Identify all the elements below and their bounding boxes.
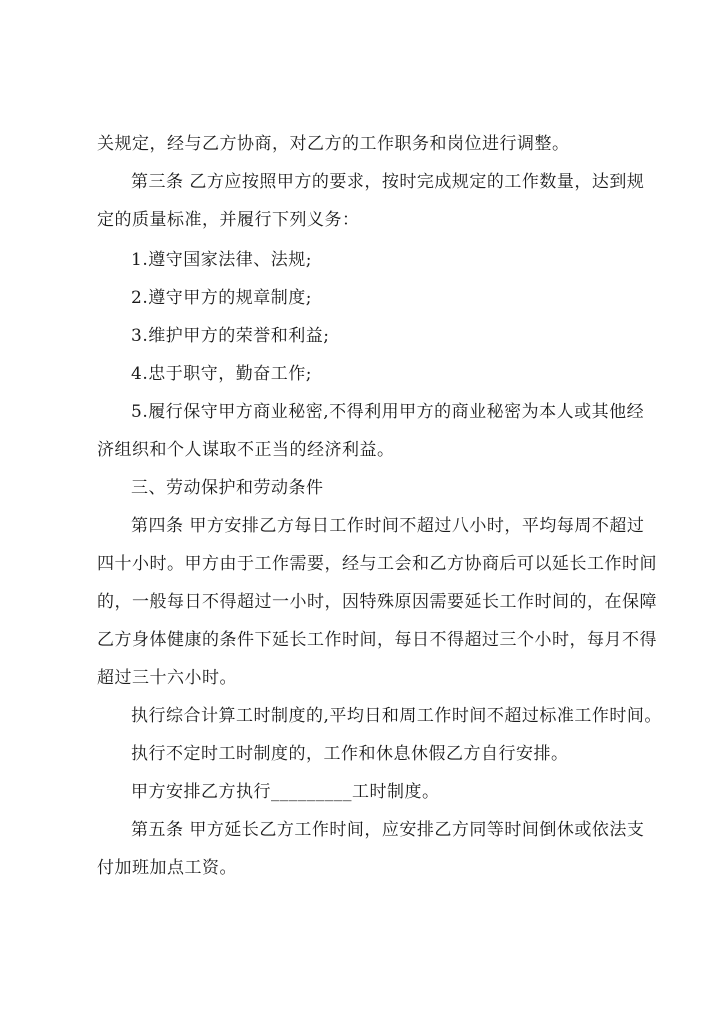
paragraph-line: 乙方身体健康的条件下延长工作时间，每日不得超过三个小时，每月不得 (97, 630, 657, 650)
paragraph-line: 定的质量标准，并履行下列义务： (97, 210, 360, 230)
list-item: 4.忠于职守，勤奋工作; (131, 364, 312, 384)
article-four-heading-line: 第四条 甲方安排乙方每日工作时间不超过八小时，平均每周不超过 (131, 516, 645, 536)
article-five-heading-line: 第五条 甲方延长乙方工作时间，应安排乙方同等时间倒休或依法支 (131, 820, 645, 840)
fill-in-line: 甲方安排乙方执行_________工时制度。 (131, 782, 440, 802)
paragraph-line: 超过三十六小时。 (97, 668, 237, 688)
list-item: 1.遵守国家法律、法规; (131, 250, 312, 270)
paragraph-line: 执行综合计算工时制度的,平均日和周工作时间不超过标准工作时间。 (131, 706, 662, 726)
section-heading: 三、劳动保护和劳动条件 (131, 478, 324, 498)
list-item: 5.履行保守甲方商业秘密,不得利用甲方的商业秘密为本人或其他经 (131, 402, 645, 422)
paragraph-line: 四十小时。甲方由于工作需要，经与工会和乙方协商后可以延长工作时间 (97, 554, 657, 574)
paragraph-line: 关规定，经与乙方协商，对乙方的工作职务和岗位进行调整。 (97, 134, 570, 154)
paragraph-line: 济组织和个人谋取不正当的经济利益。 (97, 440, 395, 460)
article-three-heading-line: 第三条 乙方应按照甲方的要求，按时完成规定的工作数量，达到规 (131, 172, 645, 192)
paragraph-line: 执行不定时工时制度的，工作和休息休假乙方自行安排。 (131, 744, 569, 764)
list-item: 2.遵守甲方的规章制度; (131, 288, 312, 308)
paragraph-line: 付加班加点工资。 (97, 858, 237, 878)
list-item: 3.维护甲方的荣誉和利益; (131, 326, 330, 346)
paragraph-line: 的，一般每日不得超过一小时，因特殊原因需要延长工作时间的，在保障 (97, 592, 657, 612)
